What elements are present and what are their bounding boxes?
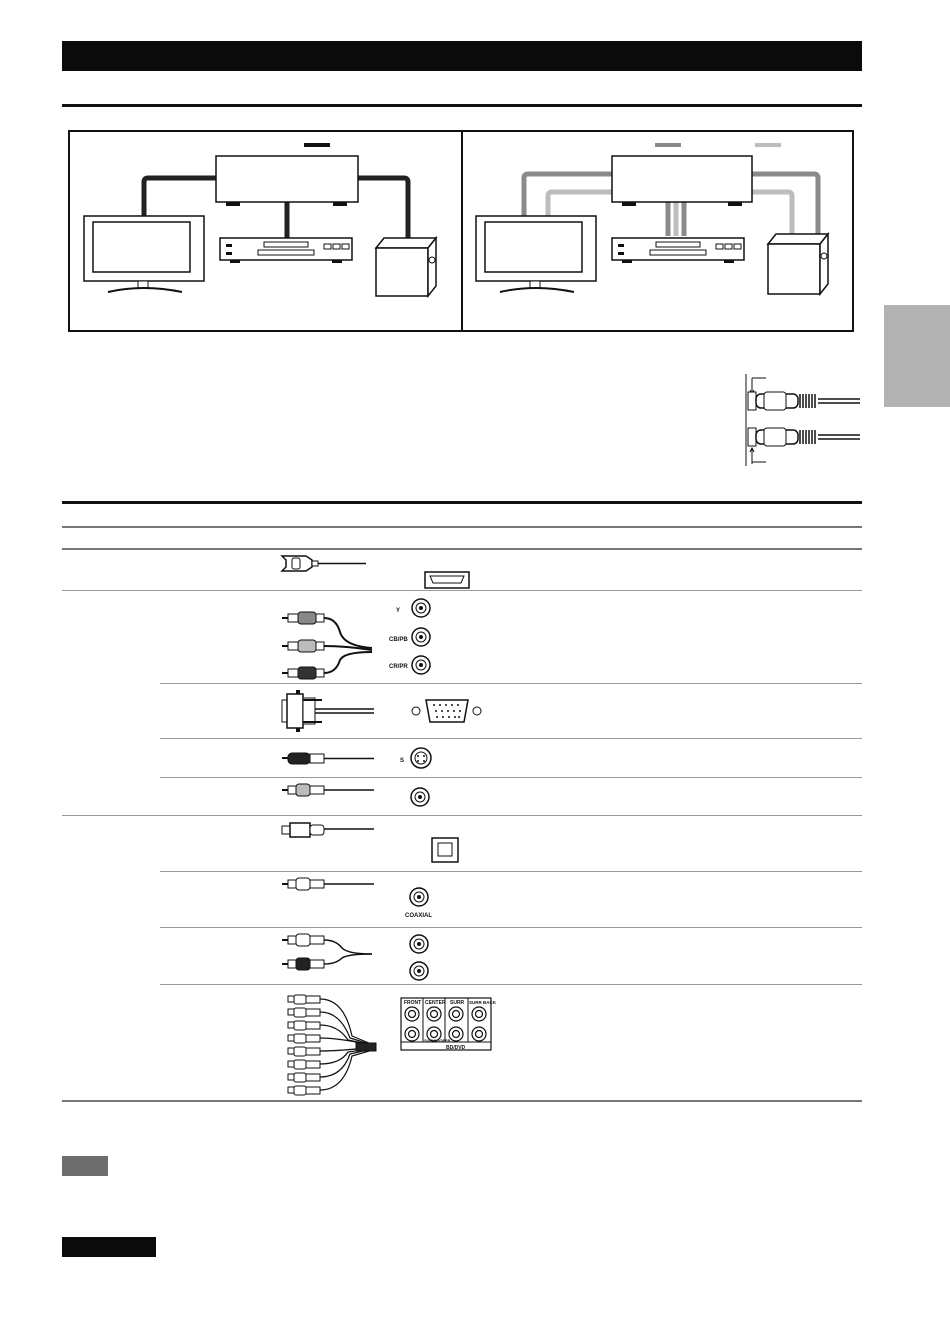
coaxial-jack-icon <box>405 888 432 919</box>
receiver-icon <box>216 156 358 206</box>
caution-badge <box>62 1237 156 1257</box>
multichannel-plug-icon <box>288 995 376 1095</box>
note-badge <box>62 1156 108 1176</box>
diagram-right <box>476 143 828 294</box>
jack-label-s: S <box>400 758 405 764</box>
row-divider <box>160 871 862 872</box>
row-divider <box>160 984 862 985</box>
hdmi-jack-icon <box>425 572 469 588</box>
legend-dark-line <box>304 143 330 147</box>
rca-plug-icon <box>282 934 372 970</box>
plug-insertion-illustration <box>740 374 864 468</box>
bd-player-icon <box>612 238 744 263</box>
section-rule-top <box>62 104 862 107</box>
rca-jack-icon <box>411 788 429 806</box>
s-video-jack-icon <box>400 748 431 768</box>
receiver-icon <box>612 156 752 206</box>
jack-label-surr: SURR <box>450 1000 465 1006</box>
speaker-icon <box>768 234 828 294</box>
title-bar <box>62 41 862 71</box>
legend-mid-line <box>655 143 681 147</box>
row-divider <box>160 683 862 684</box>
jack-label-y: Y <box>396 608 401 614</box>
row-divider <box>160 927 862 928</box>
jack-label-subwoofer: SUBWOOFER <box>424 1038 451 1043</box>
diagram-left <box>84 143 436 296</box>
jack-label-cb-pb: CB/PB <box>389 637 408 643</box>
vga-plug-icon <box>282 690 374 732</box>
optical-jack-icon <box>432 838 458 862</box>
row-divider <box>160 777 862 778</box>
s-video-plug-icon <box>282 753 374 764</box>
component-plug-icon <box>282 612 372 679</box>
jack-label-center: CENTER <box>425 1000 446 1006</box>
tv-icon <box>84 216 204 292</box>
vga-jack-icon <box>412 700 481 722</box>
legend-light-line <box>755 143 781 147</box>
multichannel-jack-panel-icon <box>401 998 497 1051</box>
table-rule-bottom <box>62 1100 862 1102</box>
hdmi-plug-icon <box>282 556 366 571</box>
component-jack-icon <box>389 599 430 674</box>
jack-label-front: FRONT <box>404 1000 422 1006</box>
connection-table-illustrations <box>270 550 500 1100</box>
jack-label-cr-pr: CR/PR <box>389 664 408 670</box>
jack-label-surr-back: SURR BACK <box>469 1000 496 1005</box>
table-rule-top <box>62 501 862 504</box>
side-tab <box>884 305 950 407</box>
rca-plug-icon <box>282 784 374 796</box>
tv-icon <box>476 216 596 292</box>
bd-player-icon <box>220 238 352 263</box>
row-divider <box>160 738 862 739</box>
jack-label-coaxial: COAXIAL <box>405 913 432 919</box>
rca-jack-icon <box>410 935 428 980</box>
connection-diagram <box>68 130 854 332</box>
rca-plug-icon <box>282 878 374 890</box>
optical-plug-icon <box>282 823 374 837</box>
speaker-icon <box>376 238 436 296</box>
table-header-rule-1 <box>62 526 862 528</box>
jack-label-bd-dvd: BD/DVD <box>446 1045 466 1051</box>
